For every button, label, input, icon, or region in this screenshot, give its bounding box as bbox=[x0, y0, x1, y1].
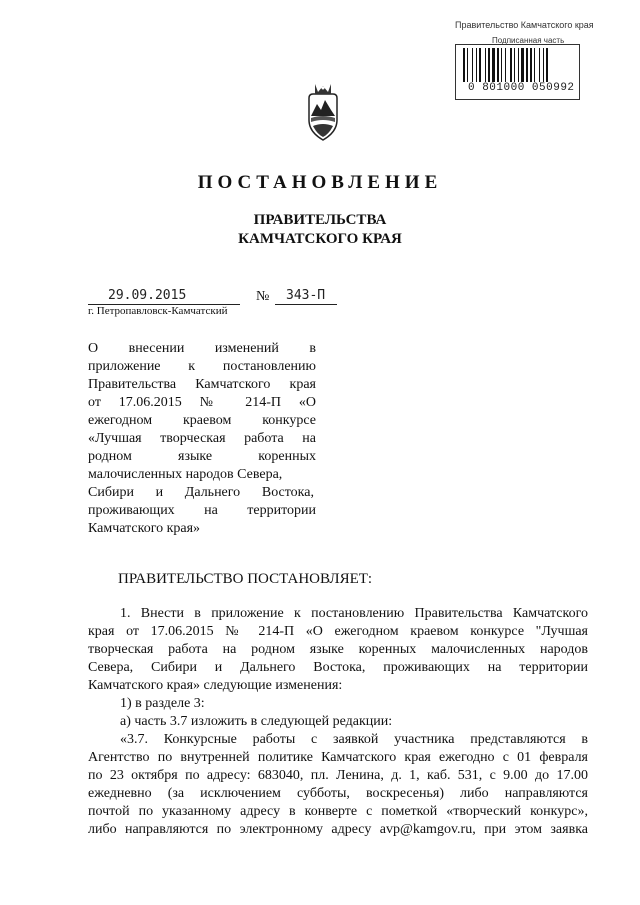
subtitle-line2: КАМЧАТСКОГО КРАЯ bbox=[238, 231, 402, 247]
body-text bbox=[88, 605, 588, 839]
subject-line: проживающих на территории bbox=[88, 503, 316, 518]
number-underline bbox=[275, 304, 337, 305]
barcode-bar bbox=[479, 48, 481, 82]
barcode-bar bbox=[467, 48, 468, 82]
barcode-bar bbox=[463, 48, 465, 82]
barcode-bar bbox=[534, 48, 535, 82]
document-title: ПОСТАНОВЛЕНИЕ bbox=[197, 172, 443, 193]
barcode-digits: 0 801000 050992 bbox=[468, 82, 575, 94]
document-number: 343-П bbox=[286, 288, 326, 303]
body-line: творческая работа на родном языке коренных малочисленных народов bbox=[88, 642, 588, 657]
body-line: ежедневно (за исключением субботы, воскресенья) либо направляются bbox=[88, 786, 588, 801]
barcode-bar bbox=[472, 48, 473, 82]
subject-line: малочисленных народов Севера, bbox=[88, 467, 283, 482]
body-line: либо направляются по электронному адресу avp@kamgov.ru, при этом заявка bbox=[88, 822, 588, 837]
subject-line: Правительства Камчатского края bbox=[88, 377, 316, 392]
subject-line: Камчатского края» bbox=[88, 521, 201, 536]
body-line: «3.7. Конкурсные работы с заявкой участника представляются в bbox=[120, 732, 588, 747]
body-line: почтой по указанному адресу в конверте с пометкой «творческий конкурс», bbox=[88, 804, 588, 819]
subtitle-line1: ПРАВИТЕЛЬСТВА bbox=[253, 212, 387, 228]
body-line: по 23 октября по адресу: 683040, пл. Ленина, д. 1, каб. 531, с 9.00 до 17.00 bbox=[88, 768, 588, 783]
decree-heading: ПРАВИТЕЛЬСТВО ПОСТАНОВЛЯЕТ: bbox=[118, 571, 373, 587]
subject-line: Сибири и Дальнего Востока, bbox=[88, 485, 314, 500]
stamp-sub: Подписанная часть bbox=[492, 36, 565, 45]
body-line: Камчатского края» следующие изменения: bbox=[88, 678, 343, 693]
document-city: г. Петропавловск-Камчатский bbox=[88, 305, 228, 317]
barcode-bar bbox=[530, 48, 532, 82]
barcode-bar bbox=[497, 48, 499, 82]
barcode-bar bbox=[521, 48, 524, 82]
barcode-bar bbox=[510, 48, 512, 82]
body-line: а) часть 3.7 изложить в следующей редакции: bbox=[120, 714, 393, 729]
barcode-bar bbox=[539, 48, 540, 82]
barcode-bar bbox=[546, 48, 548, 82]
barcode-bar bbox=[501, 48, 502, 82]
body-line: 1) в разделе 3: bbox=[120, 696, 205, 711]
barcode-bar bbox=[543, 48, 544, 82]
body-line: края от 17.06.2015 № 214-П «О ежегодном краевом конкурсе "Лучшая bbox=[88, 624, 588, 639]
body-line: Севера, Сибири и Дальнего Востока, проживающих на территории bbox=[88, 660, 588, 675]
subject-line: от 17.06.2015 № 214-П «О bbox=[88, 395, 316, 410]
subject-line: ежегодном краевом конкурсе bbox=[88, 413, 316, 428]
barcode-bar bbox=[505, 48, 506, 82]
coat-of-arms-icon bbox=[305, 80, 341, 144]
subject-line: родном языке коренных bbox=[88, 449, 316, 464]
barcode-bar bbox=[488, 48, 490, 82]
stamp-org: Правительство Камчатского края bbox=[455, 20, 594, 30]
body-line: 1. Внести в приложение к постановлению Правительства Камчатского bbox=[120, 606, 588, 621]
barcode-bar bbox=[492, 48, 495, 82]
subject-line: О внесении изменений в bbox=[88, 341, 316, 356]
barcode-bar bbox=[526, 48, 528, 82]
subject-line: «Лучшая творческая работа на bbox=[88, 431, 316, 446]
barcode-bar bbox=[476, 48, 477, 82]
number-label: № bbox=[256, 289, 270, 304]
barcode-bar bbox=[485, 48, 486, 82]
barcode-bar bbox=[518, 48, 519, 82]
subject-line: приложение к постановлению bbox=[88, 359, 316, 374]
subject-block bbox=[88, 340, 316, 538]
document-date: 29.09.2015 bbox=[108, 288, 187, 303]
body-line: Агентство по внутренней политике Камчатского края ежегодно с 01 февраля bbox=[88, 750, 588, 765]
barcode-bar bbox=[514, 48, 515, 82]
